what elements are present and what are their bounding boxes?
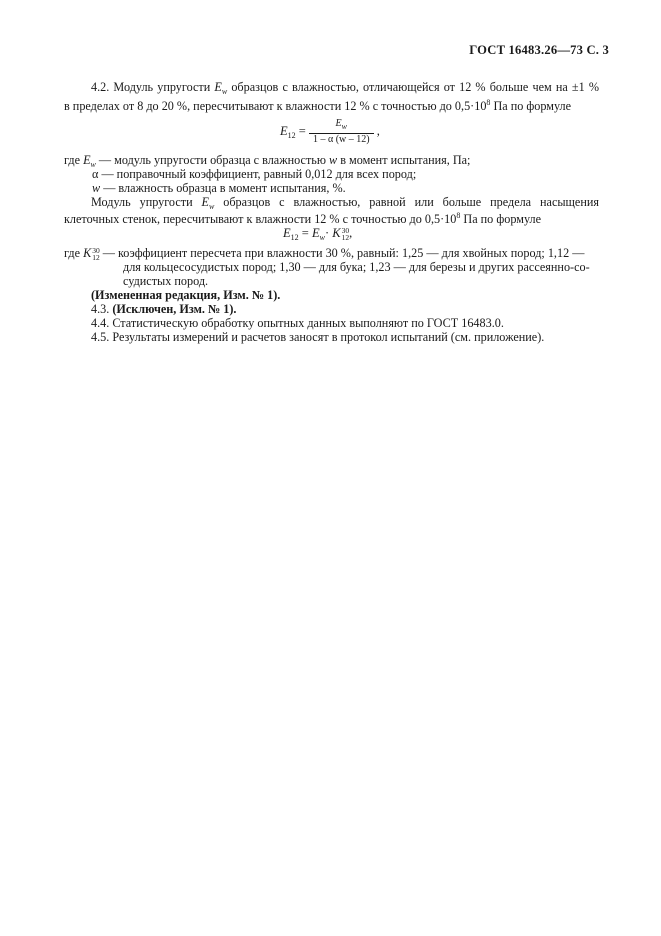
para-number: 4.3. bbox=[91, 302, 110, 316]
formula-lhs-subscript: 12 bbox=[287, 130, 296, 140]
formula-comma: , bbox=[376, 123, 380, 138]
subscript-w: w bbox=[221, 87, 228, 96]
def-text: — модуль упругости образца с влажностью bbox=[95, 153, 329, 167]
symbol-e: E bbox=[201, 195, 209, 209]
para-4-3 bbox=[91, 302, 236, 316]
def-symbol-k: K bbox=[83, 246, 92, 260]
fraction-denominator: 1 – α (w – 12) bbox=[312, 134, 370, 145]
def-text: — влажность образца в момент испытания, %. bbox=[100, 181, 346, 195]
formula-comma: , bbox=[349, 226, 353, 240]
para-4-5: 4.5. Результаты измерений и расчетов заносят в протокол испытаний (см. приложение). bbox=[91, 330, 545, 344]
def-text: в момент испытания, Па; bbox=[337, 153, 471, 167]
def-symbol: E bbox=[83, 153, 91, 167]
def-symbol: w bbox=[92, 181, 101, 195]
where-word: где bbox=[64, 153, 81, 167]
equals-sign: = bbox=[301, 226, 309, 240]
formula-lhs-subscript: 12 bbox=[290, 233, 299, 242]
def-row-w bbox=[92, 181, 346, 195]
equals-sign: = bbox=[298, 123, 306, 138]
where-word: где bbox=[64, 246, 81, 260]
para-4-4: 4.4. Статистическую обработку опытных данных выполняют по ГОСТ 16483.0. bbox=[91, 316, 504, 330]
fraction bbox=[309, 118, 374, 146]
edit-note: (Измененная редакция, Изм. № 1). bbox=[91, 288, 281, 302]
k-subscript: 12 bbox=[341, 233, 350, 243]
para-4-2-line-2 bbox=[64, 96, 571, 113]
exponent: 8 bbox=[486, 98, 491, 107]
def-row-k-line-2 bbox=[123, 260, 590, 274]
def-subscript: w bbox=[90, 160, 96, 169]
k-superscript: 30 bbox=[92, 246, 100, 256]
formula-e-subscript: w bbox=[319, 233, 325, 242]
def-row-k-line-3 bbox=[123, 274, 208, 288]
multiply-dot: · bbox=[324, 226, 330, 240]
page-header: ГОСТ 16483.26—73 С. 3 bbox=[469, 43, 609, 57]
def-row-k-line-1 bbox=[64, 246, 584, 261]
exponent: 8 bbox=[456, 211, 461, 220]
text-run: образцов с влажностью, отличающейся от 12 % больше чем на ±1 % bbox=[227, 80, 599, 94]
para-text: (Исключен, Изм. № 1). bbox=[112, 302, 237, 316]
text-run: в пределах от 8 до 20 %, пересчитывают к влажности 12 % с точностью до 0,5·10 bbox=[64, 99, 487, 113]
subscript-w: w bbox=[208, 202, 215, 211]
text-run: образцов с влажностью, равной или больше предела насыщения bbox=[214, 195, 599, 209]
text-run: 4.2. Модуль упругости bbox=[91, 80, 215, 94]
formula-lhs: E bbox=[280, 123, 288, 138]
formula-lhs: E bbox=[283, 226, 291, 240]
text-run: Модуль упругости bbox=[91, 195, 202, 209]
def-text: — поправочный коэффициент, равный 0,012 для всех пород; bbox=[98, 167, 417, 181]
formula-k: K bbox=[332, 226, 341, 240]
def-text: — коэффициент пересчета при влажности 30 %, равный: 1,25 — для хвойных пород; 1,12 — bbox=[99, 246, 585, 260]
k-indices bbox=[341, 226, 353, 243]
def-text: для кольцесосудистых пород; 1,30 — для бука; 1,23 — для березы и других рассеянно-со- bbox=[123, 260, 590, 274]
formula-2 bbox=[283, 226, 352, 245]
k-indices bbox=[92, 247, 100, 261]
numerator-symbol: E bbox=[335, 118, 342, 129]
k-superscript: 30 bbox=[341, 226, 350, 236]
formula-1 bbox=[280, 118, 380, 146]
numerator-subscript: w bbox=[341, 122, 347, 131]
def-row-alpha bbox=[92, 167, 416, 181]
def-w: w bbox=[329, 153, 338, 167]
def-symbol: α bbox=[92, 167, 99, 181]
text-run: Па по формуле bbox=[490, 99, 572, 113]
k-subscript: 12 bbox=[92, 253, 100, 263]
para-4-2b-line-2 bbox=[64, 209, 541, 226]
text-run: Па по формуле bbox=[460, 212, 541, 226]
fraction-numerator bbox=[309, 118, 374, 134]
formula-e: E bbox=[311, 226, 320, 240]
symbol-e: E bbox=[214, 80, 222, 94]
text-run: клеточных стенок, пересчитывают к влажности 12 % с точностью до 0,5·10 bbox=[64, 212, 457, 226]
def-text: судистых пород. bbox=[123, 274, 209, 288]
